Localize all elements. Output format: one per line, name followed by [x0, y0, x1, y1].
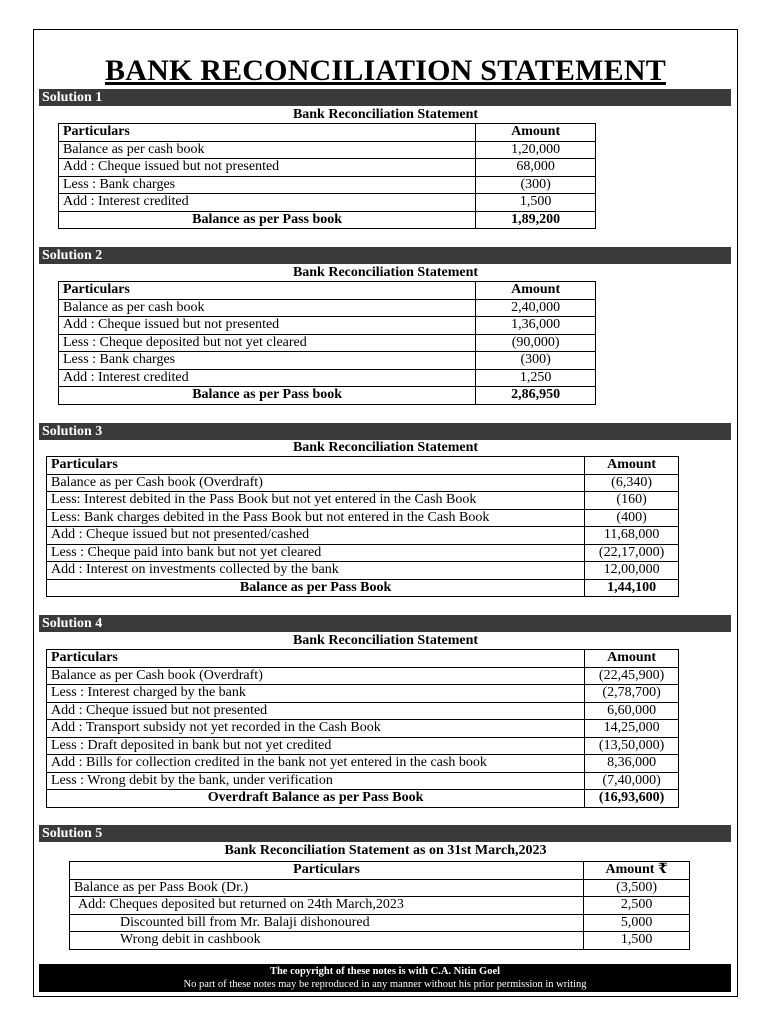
row-label: Add : Cheque issued but not presented: [59, 159, 476, 177]
table-row: [47, 667, 679, 685]
table-row: [59, 176, 596, 194]
solution-5-table: [69, 861, 690, 950]
row-label: Balance as per Pass Book (Dr.): [70, 879, 584, 897]
row-amount: (7,40,000): [585, 772, 679, 790]
table-header-row: [70, 862, 690, 880]
table-row: [47, 474, 679, 492]
row-amount: 1,36,000: [476, 317, 596, 335]
row-label: Add : Bills for collection credited in the bank not yet entered in the cash book: [47, 755, 585, 773]
row-amount: (2,78,700): [585, 685, 679, 703]
table-row: [47, 562, 679, 580]
total-label: Balance as per Pass book: [59, 387, 476, 405]
table-row: [47, 772, 679, 790]
total-row: [47, 579, 679, 597]
row-amount: (300): [476, 176, 596, 194]
row-label: Add : Cheque issued but not presented/cashed: [47, 527, 585, 545]
amount-header: Amount: [585, 457, 679, 475]
table-row: [59, 317, 596, 335]
total-row: [47, 790, 679, 808]
table-row: [47, 544, 679, 562]
total-label: Overdraft Balance as per Pass Book: [47, 790, 585, 808]
total-label: Balance as per Pass book: [59, 211, 476, 229]
solution-2-table: [58, 281, 596, 405]
row-amount: 2,500: [584, 897, 690, 915]
table-row: [70, 932, 690, 950]
table-row: [47, 737, 679, 755]
row-label: Less : Draft deposited in bank but not yet credited: [47, 737, 585, 755]
table-row: [47, 685, 679, 703]
copyright-line: The copyright of these notes is with C.A. Nitin Goel: [269, 966, 501, 977]
row-amount: 1,500: [476, 194, 596, 212]
row-label: Balance as per Cash book (Overdraft): [47, 667, 585, 685]
row-amount: 5,000: [584, 914, 690, 932]
table-row: [47, 492, 679, 510]
table-header-row: [47, 457, 679, 475]
row-label: Less : Interest charged by the bank: [47, 685, 585, 703]
table-header-row: [47, 650, 679, 668]
table-row: [70, 879, 690, 897]
solution-1-table-title: Bank Reconciliation Statement: [292, 107, 479, 122]
row-amount: 6,60,000: [585, 702, 679, 720]
total-amount: 2,86,950: [476, 387, 596, 405]
solution-4-table: [46, 649, 679, 808]
total-amount: 1,44,100: [585, 579, 679, 597]
row-amount: 11,68,000: [585, 527, 679, 545]
table-header-row: [59, 124, 596, 142]
row-amount: (22,17,000): [585, 544, 679, 562]
document-page: [33, 29, 738, 997]
row-label: Less: Bank charges debited in the Pass Book but not entered in the Cash Book: [47, 509, 585, 527]
table-row: [47, 720, 679, 738]
amount-header: Amount ₹: [584, 862, 690, 880]
row-label: Add : Interest on investments collected by the bank: [47, 562, 585, 580]
amount-header: Amount: [476, 124, 596, 142]
table-row: [70, 897, 690, 915]
row-amount: (400): [585, 509, 679, 527]
row-label: Balance as per cash book: [59, 299, 476, 317]
table-header-row: [59, 282, 596, 300]
particulars-header: Particulars: [70, 862, 584, 880]
copyright-footer: [39, 964, 731, 992]
table-row: [47, 755, 679, 773]
table-row: [59, 299, 596, 317]
particulars-header: Particulars: [47, 650, 585, 668]
row-amount: 12,00,000: [585, 562, 679, 580]
row-label: Balance as per cash book: [59, 141, 476, 159]
solution-3-heading: Solution 3: [39, 423, 731, 440]
page-title: BANK RECONCILIATION STATEMENT: [105, 54, 666, 87]
row-label: Add: Cheques deposited but returned on 24th March,2023: [70, 897, 584, 915]
solution-4-table-title: Bank Reconciliation Statement: [292, 633, 479, 648]
row-amount: 68,000: [476, 159, 596, 177]
row-amount: 8,36,000: [585, 755, 679, 773]
row-amount: (6,340): [585, 474, 679, 492]
solution-3-table-title: Bank Reconciliation Statement: [292, 440, 479, 455]
row-label: Add : Cheque issued but not presented: [47, 702, 585, 720]
row-label: Add : Cheque issued but not presented: [59, 317, 476, 335]
row-label: Add : Interest credited: [59, 369, 476, 387]
row-amount: (13,50,000): [585, 737, 679, 755]
amount-header: Amount: [476, 282, 596, 300]
row-label: Wrong debit in cashbook: [70, 932, 584, 950]
row-amount: (22,45,900): [585, 667, 679, 685]
total-row: [59, 387, 596, 405]
total-amount: 1,89,200: [476, 211, 596, 229]
solution-5-heading: Solution 5: [39, 825, 731, 842]
row-label: Less : Bank charges: [59, 352, 476, 370]
particulars-header: Particulars: [47, 457, 585, 475]
table-row: [59, 369, 596, 387]
table-row: [47, 702, 679, 720]
total-row: [59, 211, 596, 229]
row-amount: 1,250: [476, 369, 596, 387]
particulars-header: Particulars: [59, 124, 476, 142]
table-row: [47, 509, 679, 527]
solution-3-table: [46, 456, 679, 597]
row-amount: 14,25,000: [585, 720, 679, 738]
table-row: [70, 914, 690, 932]
table-row: [59, 194, 596, 212]
solution-5-table-title: Bank Reconciliation Statement as on 31st March,2023: [224, 843, 547, 858]
row-label: Less : Cheque paid into bank but not yet cleared: [47, 544, 585, 562]
solution-1-table: [58, 123, 596, 229]
row-amount: 1,20,000: [476, 141, 596, 159]
table-row: [59, 334, 596, 352]
row-amount: 2,40,000: [476, 299, 596, 317]
row-label: Less : Bank charges: [59, 176, 476, 194]
solution-1-heading: Solution 1: [39, 89, 731, 106]
table-row: [59, 141, 596, 159]
row-label: Less : Cheque deposited but not yet cleared: [59, 334, 476, 352]
table-row: [47, 527, 679, 545]
particulars-header: Particulars: [59, 282, 476, 300]
total-amount: (16,93,600): [585, 790, 679, 808]
solution-2-heading: Solution 2: [39, 247, 731, 264]
row-label: Add : Transport subsidy not yet recorded in the Cash Book: [47, 720, 585, 738]
table-row: [59, 352, 596, 370]
row-label: Less: Interest debited in the Pass Book but not yet entered in the Cash Book: [47, 492, 585, 510]
row-amount: (300): [476, 352, 596, 370]
table-row: [59, 159, 596, 177]
total-label: Balance as per Pass Book: [47, 579, 585, 597]
reproduction-notice: No part of these notes may be reproduced in any manner without his prior permission in writing: [183, 979, 587, 990]
row-amount: (3,500): [584, 879, 690, 897]
amount-header: Amount: [585, 650, 679, 668]
row-label: Balance as per Cash book (Overdraft): [47, 474, 585, 492]
solution-2-table-title: Bank Reconciliation Statement: [292, 265, 479, 280]
row-label: Discounted bill from Mr. Balaji dishonoured: [70, 914, 584, 932]
solution-4-heading: Solution 4: [39, 615, 731, 632]
row-amount: (160): [585, 492, 679, 510]
row-label: Add : Interest credited: [59, 194, 476, 212]
row-amount: (90,000): [476, 334, 596, 352]
row-label: Less : Wrong debit by the bank, under verification: [47, 772, 585, 790]
row-amount: 1,500: [584, 932, 690, 950]
